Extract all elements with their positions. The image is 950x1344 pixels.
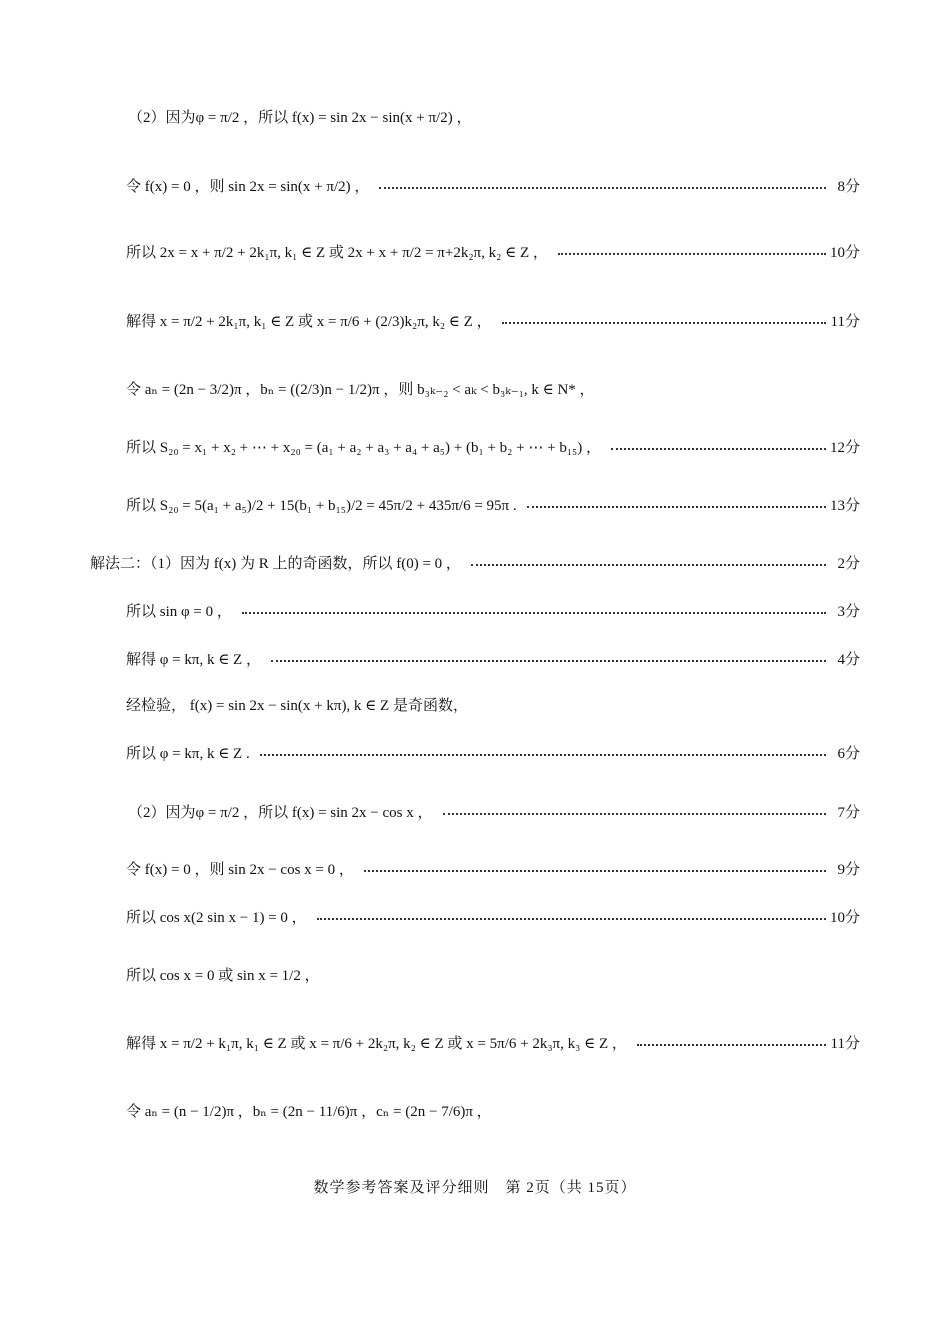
answer-line (126, 424, 860, 468)
line-text: 经检验， f(x) = sin 2x − sin(x + kπ), k ∈ Z 是奇函数， (126, 697, 468, 714)
line-text: 所以 2x = x + π/2 + 2k₁π, k₁ ∈ Z 或 2x + x + π/2 = π+2k₂π, k₂ ∈ Z ， (126, 244, 548, 261)
answer-line (126, 588, 860, 632)
answer-line (126, 730, 860, 774)
answer-line (126, 482, 860, 526)
leader-dots (379, 186, 826, 189)
leader-dots (502, 321, 826, 324)
leader-dots (471, 563, 826, 566)
score-points: 6分 (837, 745, 860, 762)
line-text: 解得 x = π/2 + k₁π, k₁ ∈ Z 或 x = π/6 + 2k₂π, k₂ ∈ Z 或 x = 5π/6 + 2k₃π, k₃ ∈ Z ， (126, 1035, 627, 1052)
line-text: （2）因为φ = π/2 ，所以 f(x) = sin 2x − cos x ， (128, 804, 433, 821)
line-text: 令 aₙ = (2n − 3/2)π ，bₙ = ((2/3)n − 1/2)π ，则 b₃ₖ₋₂ < aₖ < b₃ₖ₋₁, k ∈ N* ， (126, 381, 595, 398)
answer-line (128, 789, 860, 833)
answer-line (90, 540, 860, 584)
line-text: 所以 cos x = 0 或 sin x = 1/2 ， (126, 967, 320, 984)
answer-line (126, 952, 320, 996)
leader-dots (260, 753, 826, 756)
answer-line (126, 229, 860, 273)
answer-line (126, 1020, 860, 1064)
answer-line (126, 846, 860, 890)
line-text: 所以 cos x(2 sin x − 1) = 0 ， (126, 909, 307, 926)
leader-dots (527, 505, 826, 508)
line-text: 所以 φ = kπ, k ∈ Z . (126, 745, 250, 762)
line-text: 解法二：（1）因为 f(x) 为 R 上的奇函数，所以 f(0) = 0 ， (90, 555, 461, 572)
score-points: 7分 (837, 804, 860, 821)
answer-line (126, 366, 595, 410)
score-points: 11分 (830, 1035, 860, 1052)
line-text: 所以 sin φ = 0 ， (126, 603, 232, 620)
score-points: 10分 (829, 244, 860, 261)
line-text: 所以 S₂₀ = x₁ + x₂ + ⋯ + x₂₀ = (a₁ + a₂ + a₃ + a₄ + a₅) + (b₁ + b₂ + ⋯ + b₁₅) ， (126, 439, 602, 456)
line-text: 解得 x = π/2 + 2k₁π, k₁ ∈ Z 或 x = π/6 + (2/3)k₂π, k₂ ∈ Z ， (126, 313, 492, 330)
line-text: 令 f(x) = 0 ，则 sin 2x − cos x = 0 ， (126, 861, 354, 878)
leader-dots (317, 917, 826, 920)
score-points: 10分 (829, 909, 860, 926)
answer-line (126, 682, 468, 726)
answer-line (126, 1088, 492, 1132)
score-points: 2分 (837, 555, 860, 572)
score-points: 12分 (829, 439, 860, 456)
answer-line (126, 636, 860, 680)
line-text: （2）因为φ = π/2 ，所以 f(x) = sin 2x − sin(x + π/2) ， (128, 109, 472, 126)
score-points: 3分 (837, 603, 860, 620)
leader-dots (364, 869, 826, 872)
score-points: 9分 (837, 861, 860, 878)
line-text: 令 f(x) = 0 ，则 sin 2x = sin(x + π/2) ， (126, 178, 370, 195)
leader-dots (443, 812, 826, 815)
answer-line (126, 894, 860, 938)
line-text: 所以 S₂₀ = 5(a₁ + a₅)/2 + 15(b₁ + b₁₅)/2 = 45π/2 + 435π/6 = 95π . (126, 497, 517, 514)
score-points: 13分 (829, 497, 860, 514)
page-footer: 数学参考答案及评分细则 第 2页（共 15页） (313, 1180, 637, 1196)
answer-line (128, 94, 471, 138)
leader-dots (637, 1043, 826, 1046)
leader-dots (611, 447, 826, 450)
leader-dots (558, 252, 826, 255)
leader-dots (242, 611, 826, 614)
line-text: 解得 φ = kπ, k ∈ Z ， (126, 651, 261, 668)
line-text: 令 aₙ = (n − 1/2)π ，bₙ = (2n − 11/6)π ，cₙ = (2n − 7/6)π ， (126, 1103, 492, 1120)
answer-line (126, 163, 860, 207)
score-points: 8分 (837, 178, 860, 195)
leader-dots (271, 659, 826, 662)
answer-line (126, 298, 860, 342)
score-points: 11分 (830, 313, 860, 330)
score-points: 4分 (837, 651, 860, 668)
